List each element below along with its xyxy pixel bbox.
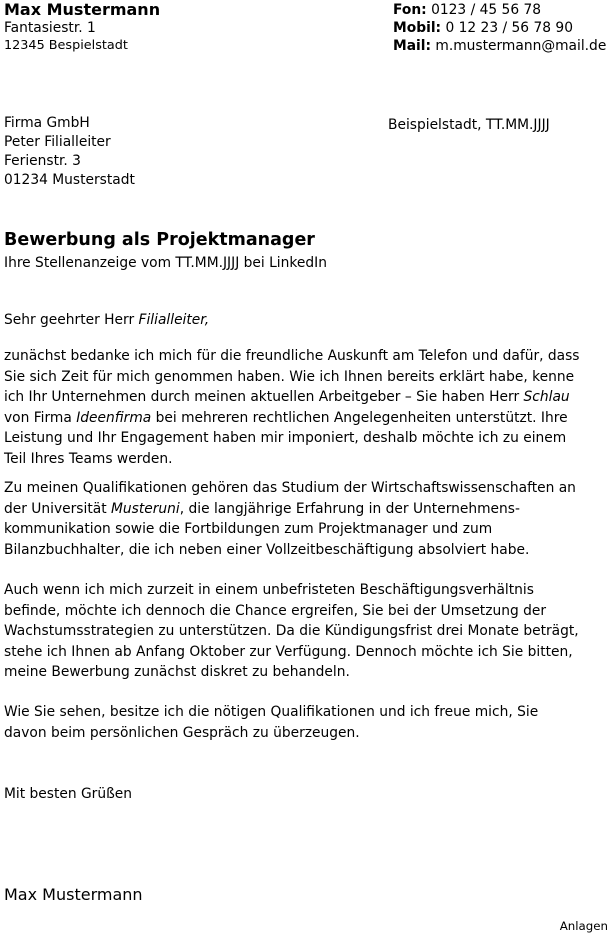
- subject-reference: Ihre Stellenanzeige vom TT.MM.JJJJ bei LinkedIn: [4, 255, 327, 271]
- phone-label: Fon:: [393, 2, 427, 18]
- recipient-person: Peter Filialleiter: [4, 134, 111, 150]
- p3-line-3: Wachstumsstrategien zu unterstützen. Da die Kündigungsfrist drei Monate beträgt,: [4, 623, 579, 639]
- p2-line-4: Bilanzbuchhalter, die ich neben einer Vollzeitbeschäftigung absolviert habe.: [4, 541, 530, 558]
- recipient-company: Firma GmbH: [4, 115, 90, 131]
- body-paragraph-2: [4, 478, 608, 560]
- p3-line-5: meine Bewerbung zunächst diskret zu behandeln.: [4, 664, 350, 680]
- body-paragraph-1: [4, 346, 608, 469]
- subject-title: Bewerbung als Projektmanager: [4, 230, 315, 250]
- p2-line-3: kommunikation sowie die Fortbildungen zum Projektmanager und zum: [4, 521, 493, 537]
- salutation-name: Filialleiter,: [138, 312, 210, 328]
- body-paragraph-4: [4, 702, 608, 743]
- mail-label: Mail:: [393, 38, 432, 54]
- p1-line-3-text: ich Ihr Unternehmen durch meinen aktuellen Arbeitgeber – Sie haben Herr: [4, 389, 524, 405]
- p2-university-name: Musteruni: [111, 500, 180, 517]
- p2-line-2-text-b: , die langjährige Erfahrung in der Unternehmens-: [179, 500, 520, 517]
- recipient-street: Ferienstr. 3: [4, 153, 81, 169]
- sender-city: 12345 Bespielstadt: [4, 38, 128, 53]
- p1-line-1: zunächst bedanke ich mich für die freundliche Auskunft am Telefon und dafür, dass: [4, 348, 580, 364]
- p3-line-2: befinde, möchte ich dennoch die Chance ergreifen, Sie bei der Umsetzung der: [4, 602, 547, 619]
- sender-street: Fantasiestr. 1: [4, 20, 96, 36]
- place-date: Beispielstadt, TT.MM.JJJJ: [388, 117, 550, 133]
- mail-value: m.mustermann@mail.de: [435, 38, 607, 54]
- p4-line-2: davon beim persönlichen Gespräch zu überzeugen.: [4, 724, 360, 741]
- closing-phrase: Mit besten Grüßen: [4, 786, 133, 802]
- p1-line-3: [4, 387, 608, 408]
- p3-line-4: stehe ich Ihnen ab Anfang Oktober zur Verfügung. Dennoch möchte ich Sie bitten,: [4, 643, 573, 660]
- p1-line-4-text-a: von Firma: [4, 409, 77, 426]
- recipient-city: 01234 Musterstadt: [4, 172, 135, 188]
- p2-line-2-text-a: der Universität: [4, 500, 111, 517]
- p1-line-6: Teil Ihres Teams werden.: [4, 450, 173, 467]
- salutation: [4, 311, 209, 329]
- signature-name: Max Mustermann: [4, 885, 143, 904]
- p2-line-2: [4, 499, 608, 520]
- contact-mobile: [393, 19, 573, 37]
- p1-line-5: Leistung und Ihr Engagement haben mir imponiert, deshalb möchte ich zu einem: [4, 430, 567, 446]
- sender-name: Max Mustermann: [4, 0, 161, 19]
- contact-phone: [393, 1, 541, 19]
- p3-line-1: Auch wenn ich mich zurzeit in einem unbefristeten Beschäftigungsverhältnis: [4, 582, 534, 598]
- salutation-text: Sehr geehrter Herr: [4, 312, 139, 328]
- phone-value: 0123 / 45 56 78: [431, 2, 542, 18]
- attachments-label: Anlagen: [559, 919, 608, 933]
- p1-line-4: [4, 408, 608, 429]
- p1-line-4-text-b: bei mehreren rechtlichen Angelegenheiten unterstützt. Ihre: [151, 409, 568, 426]
- mobile-value: 0 12 23 / 56 78 90: [445, 20, 573, 36]
- body-paragraph-3: [4, 580, 608, 683]
- p4-line-1: Wie Sie sehen, besitze ich die nötigen Qualifikationen und ich freue mich, Sie: [4, 704, 539, 720]
- p1-line-2: Sie sich Zeit für mich genommen haben. Wie ich Ihnen bereits erklärt habe, kenne: [4, 368, 575, 385]
- p2-line-1: Zu meinen Qualifikationen gehören das Studium der Wirtschaftswissenschaften an: [4, 480, 576, 496]
- p1-person-name: Schlau: [523, 389, 570, 405]
- mobile-label: Mobil:: [393, 20, 442, 36]
- p1-company-name: Ideenfirma: [76, 409, 152, 426]
- contact-mail: [393, 37, 606, 55]
